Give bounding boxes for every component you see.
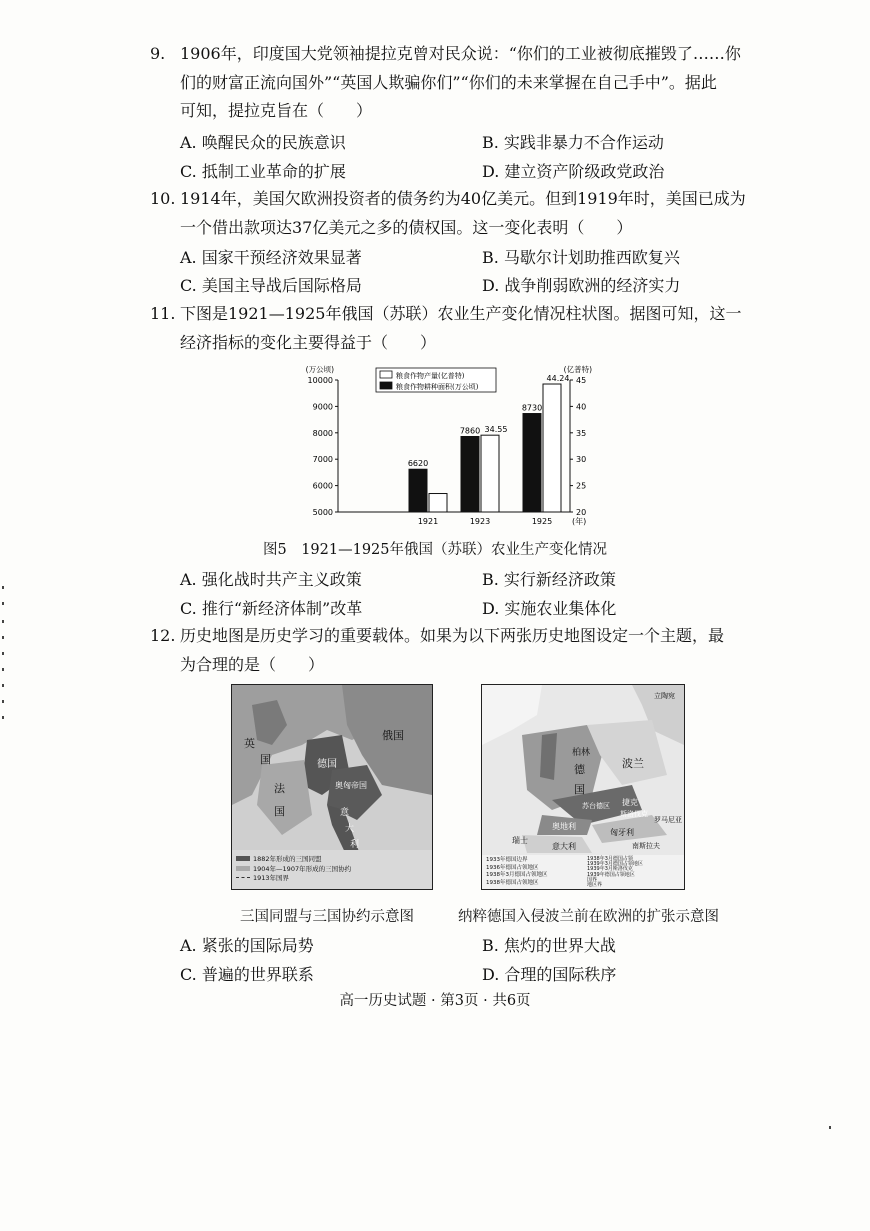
question-9	[150, 40, 780, 126]
x-tick-label: 1921	[417, 517, 439, 526]
option-d[interactable]: D. 合理的国际秩序	[482, 965, 617, 984]
legend-item: 1939年3月斯洛伐克	[587, 866, 633, 873]
output-bar	[481, 435, 499, 512]
legend-item: 地区界	[587, 882, 603, 889]
legend-item: 1938年3月德国占领	[587, 856, 633, 862]
legend-item: 国界	[587, 876, 598, 883]
question-stem	[180, 622, 780, 679]
data-label: 7860	[459, 426, 481, 436]
right-tick-label: 35	[576, 428, 587, 438]
legend-label-output: 粮食作物产量(亿普特)	[396, 372, 465, 380]
left-tick-label: 10000	[307, 376, 333, 385]
map-label: 立陶宛	[654, 692, 675, 700]
map-label: 意大利	[552, 842, 576, 851]
output-bar	[429, 494, 447, 512]
stem-line: 经济指标的变化主要得益于（ ）	[180, 332, 437, 352]
triple-alliance-entente-map	[231, 684, 433, 890]
map-label: 斯洛伐克	[620, 810, 648, 818]
legend-item: 1882年形成的三国同盟	[253, 855, 322, 863]
option-c[interactable]: C. 推行“新经济体制”改革	[180, 599, 363, 618]
question-12	[150, 622, 780, 679]
stem-line: 为合理的是（ ）	[180, 654, 325, 674]
map1-caption: 三国同盟与三国协约示意图	[240, 909, 414, 925]
x-tick-label: 1923	[469, 517, 491, 526]
scan-speck	[2, 620, 4, 623]
map-legend-left	[486, 857, 548, 887]
map-label: 匈牙利	[610, 828, 634, 837]
option-a[interactable]: A. 紧张的国际局势	[180, 936, 314, 955]
option-d[interactable]: D. 建立资产阶级政党政治	[482, 162, 665, 181]
map-label: 德国	[317, 759, 337, 770]
scan-speck	[2, 636, 4, 639]
map-label: 大	[345, 824, 355, 834]
map-label: 苏台德区	[582, 802, 610, 810]
question-11	[150, 300, 780, 357]
data-label: 34.55	[484, 425, 508, 435]
option-d[interactable]: D. 实施农业集体化	[482, 599, 617, 618]
legend-swatch-area	[380, 382, 392, 389]
data-label: 6620	[407, 459, 429, 469]
stem-line: 们的财富正流向国外”“英国人欺骗你们”“你们的未来掌握在自己手中”。据此	[180, 72, 717, 92]
right-tick-label: 20	[576, 508, 587, 517]
nazi-expansion-map	[481, 684, 685, 890]
right-tick-label: 25	[576, 481, 587, 491]
stem-line: 下图是1921—1925年俄国（苏联）农业生产变化情况柱状图。据图可知，这一	[180, 304, 742, 323]
option-b[interactable]: B. 焦灼的世界大战	[482, 936, 616, 955]
data-label: 8730	[521, 403, 543, 413]
left-tick-label: 5000	[312, 508, 333, 517]
right-tick-label: 40	[576, 402, 587, 412]
question-number: 12.	[150, 626, 176, 645]
scan-speck	[2, 586, 4, 589]
stem-line: 1906年，印度国大党领袖提拉克曾对民众说：“你们的工业被彻底摧毁了……你	[180, 44, 741, 63]
left-tick-label: 6000	[312, 481, 333, 491]
scan-speck	[2, 652, 4, 655]
option-c[interactable]: C. 普遍的世界联系	[180, 965, 314, 984]
map-label: 俄国	[382, 729, 404, 742]
map-label: 奥地利	[552, 822, 576, 831]
left-axis-unit: (万公顷)	[305, 365, 334, 374]
legend-item: 1913年国界	[253, 874, 290, 882]
area-bar	[461, 436, 479, 512]
legend-item: 1939年德国占领地区	[587, 871, 635, 878]
stem-line: 1914年，美国欠欧洲投资者的债务约为40亿美元。但到1919年时，美国已成为	[180, 189, 746, 208]
map-label: 国	[574, 783, 585, 796]
scan-speck	[2, 716, 4, 719]
map-label: 英	[244, 737, 255, 750]
scan-speck	[2, 700, 4, 703]
chart-caption: 图5 1921—1925年俄国（苏联）农业生产变化情况	[262, 542, 608, 558]
legend-item: 1936年德国占领地区	[486, 864, 539, 871]
map-label: 意	[340, 808, 350, 818]
map2-caption: 纳粹德国入侵波兰前在欧洲的扩张示意图	[458, 909, 719, 925]
option-d[interactable]: D. 战争削弱欧洲的经济实力	[482, 276, 681, 295]
bar-chart	[290, 360, 620, 530]
option-c[interactable]: C. 抵制工业革命的扩展	[180, 162, 346, 181]
question-number: 9.	[150, 44, 166, 63]
x-axis-unit: (年)	[572, 517, 587, 526]
question-number: 10.	[150, 189, 176, 208]
question-10	[150, 185, 780, 242]
stem-line: 可知，提拉克旨在（ ）	[180, 101, 373, 120]
map-label: 国	[274, 805, 285, 818]
scan-speck	[2, 668, 4, 671]
question-stem	[180, 40, 780, 126]
map-label: 德	[574, 763, 585, 776]
area-bar	[523, 414, 541, 512]
right-tick-label: 30	[576, 455, 587, 465]
question-number: 11.	[150, 304, 176, 323]
legend-label-area: 粮食作物耕种面积(万公顷)	[396, 383, 479, 391]
stem-line: 一个借出款项达37亿美元之多的债权国。这一变化表明（ ）	[180, 217, 633, 237]
legend-swatch-output	[380, 371, 392, 378]
stem-line: 历史地图是历史学习的重要载体。如果为以下两张历史地图设定一个主题，最	[180, 626, 725, 645]
map-legend-right	[587, 857, 643, 888]
area-bar	[409, 469, 427, 512]
map-label: 捷克	[622, 798, 638, 807]
scan-speck	[2, 602, 4, 605]
map-legend	[236, 855, 351, 884]
map-label: 法	[274, 782, 285, 795]
data-label: 44.24	[546, 374, 570, 384]
map-label: 国	[260, 753, 271, 766]
map-label: 瑞士	[512, 836, 528, 845]
option-a[interactable]: A. 国家干预经济效果显著	[180, 248, 362, 267]
left-tick-label: 7000	[312, 455, 333, 465]
option-b[interactable]: B. 实行新经济政策	[482, 570, 616, 589]
option-a[interactable]: A. 强化战时共产主义政策	[180, 570, 362, 589]
x-tick-label: 1925	[531, 517, 553, 526]
legend-item: 1933年德国边界	[486, 857, 528, 863]
question-stem	[180, 185, 780, 242]
map-label: 南斯拉夫	[632, 842, 660, 850]
map-label: 波兰	[622, 757, 644, 770]
legend-item: 1904年—1907年形成的三国协约	[253, 864, 352, 873]
legend-item: 1939年3月德国占领地区	[587, 861, 643, 868]
question-stem	[180, 300, 780, 357]
scan-speck	[829, 1126, 831, 1129]
option-c[interactable]: C. 美国主导战后国际格局	[180, 276, 362, 295]
output-bar	[543, 384, 561, 512]
map-label: 柏林	[572, 748, 591, 758]
legend-item: 1938年3月德国占领地区	[486, 872, 548, 878]
map-label: 罗马尼亚	[654, 816, 682, 824]
option-b[interactable]: B. 马歇尔计划助推西欧复兴	[482, 248, 680, 267]
option-b[interactable]: B. 实践非暴力不合作运动	[482, 133, 664, 152]
map-label: 利	[350, 840, 360, 850]
option-a[interactable]: A. 唤醒民众的民族意识	[180, 133, 346, 152]
map-label: 奥匈帝国	[335, 781, 367, 790]
left-tick-label: 9000	[312, 402, 333, 412]
right-axis-unit: (亿普特)	[563, 365, 592, 374]
scan-speck	[2, 684, 4, 687]
right-tick-label: 45	[576, 376, 587, 385]
left-tick-label: 8000	[312, 428, 333, 438]
legend-item: 1938年德国占领地区	[486, 879, 539, 886]
page-footer: 高一历史试题 · 第3页 · 共6页	[339, 993, 531, 1009]
